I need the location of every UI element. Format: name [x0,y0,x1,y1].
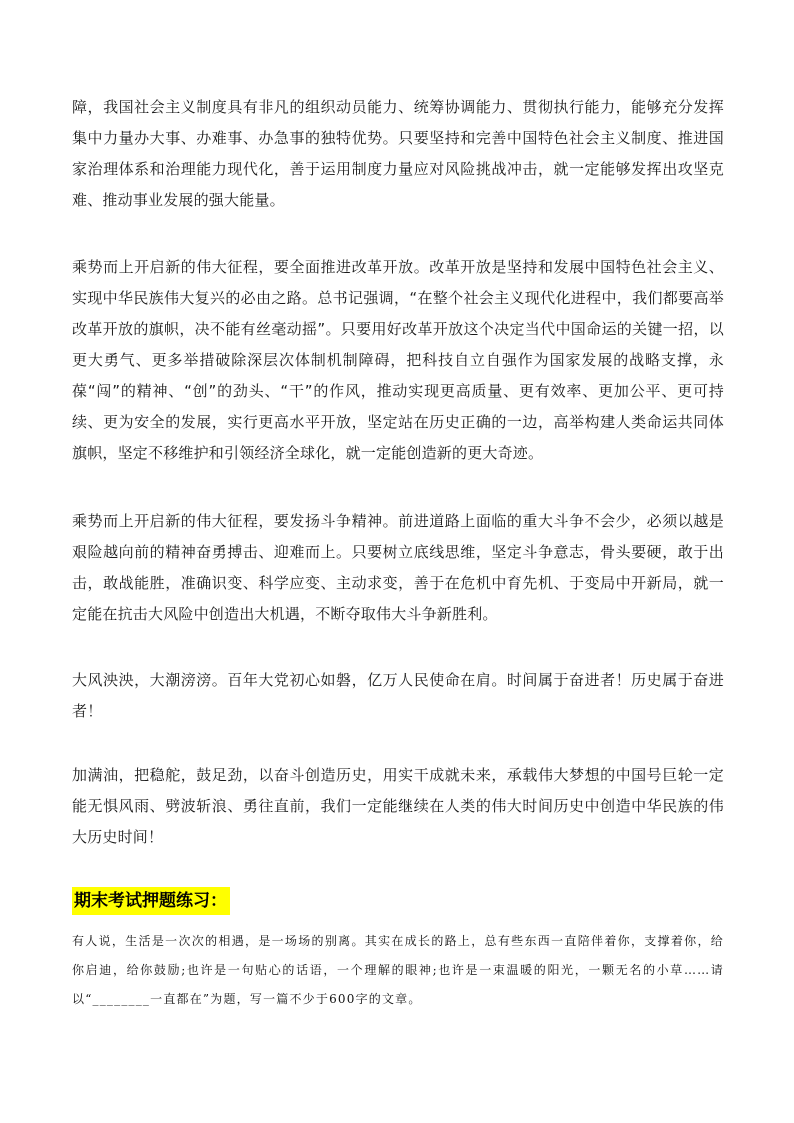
exercise-prompt: 有人说，生活是一次次的相遇，是一场场的别离。其实在成长的路上，总有些东西一直陪伴着你，支撑着你，给你启迪，给你鼓励;也许是一句贴心的话语，一个理解的眼神;也许是一束温暖的阳光，一颗无名的小草……请以“________一直都在”为题，写一篇不少于600字的文章。 [72,934,724,1006]
paragraph-strivers: 大风泱泱，大潮滂滂。百年大党初心如磐，亿万人民使命在肩。时间属于奋进者！历史属于奋进者！ [72,671,724,720]
exercise-heading-container [72,887,724,917]
paragraph-struggle-spirit: 乘势而上开启新的伟大征程，要发扬斗争精神。前进道路上面临的重大斗争不会少，必须以越是艰险越向前的精神奋勇搏击、迎难而上。只要树立底线思维，坚定斗争意志，骨头要硬，敢于出击，敢战能胜，准确识变、科学应变、主动求变，善于在危机中育先机、于变局中开新局，就一定能在抗击大风险中创造出大机遇，不断夺取伟大斗争新胜利。 [72,512,724,623]
paragraph-reform-opening: 乘势而上开启新的伟大征程，要全面推进改革开放。改革开放是坚持和发展中国特色社会主义、实现中华民族伟大复兴的必由之路。总书记强调，“在整个社会主义现代化进程中，我们都要高举改革开放的旗帜，决不能有丝毫动摇”。只要用好改革开放这个决定当代中国命运的关键一招，以更大勇气、更多举措破除深层次体制机制障碍，把科技自立自强作为国家发展的战略支撑，永葆“闯”的精神、“创”的劲头、“干”的作风，推动实现更高质量、更有效率、更加公平、更可持续、更为安全的发展，实行更高水平开放，坚定站在历史正确的一边，高举构建人类命运共同体旗帜，坚定不移维护和引领经济全球化，就一定能创造新的更大奇迹。 [72,258,724,462]
document-page [72,92,724,1026]
paragraph-create-history: 加满油，把稳舵，鼓足劲，以奋斗创造历史，用实干成就未来，承载伟大梦想的中国号巨轮一定能无惧风雨、劈波斩浪、勇往直前，我们一定能继续在人类的伟大时间历史中创造中华民族的伟大历史时间！ [72,766,724,846]
paragraph-institutional-advantage: 障，我国社会主义制度具有非凡的组织动员能力、统筹协调能力、贯彻执行能力，能够充分发挥集中力量办大事、办难事、办急事的独特优势。只要坚持和完善中国特色社会主义制度、推进国家治理体系和治理能力现代化，善于运用制度力量应对风险挑战冲击，就一定能够发挥出攻坚克难、推动事业发展的强大能量。 [72,98,724,209]
exercise-heading: 期末考试押题练习： [72,887,230,915]
